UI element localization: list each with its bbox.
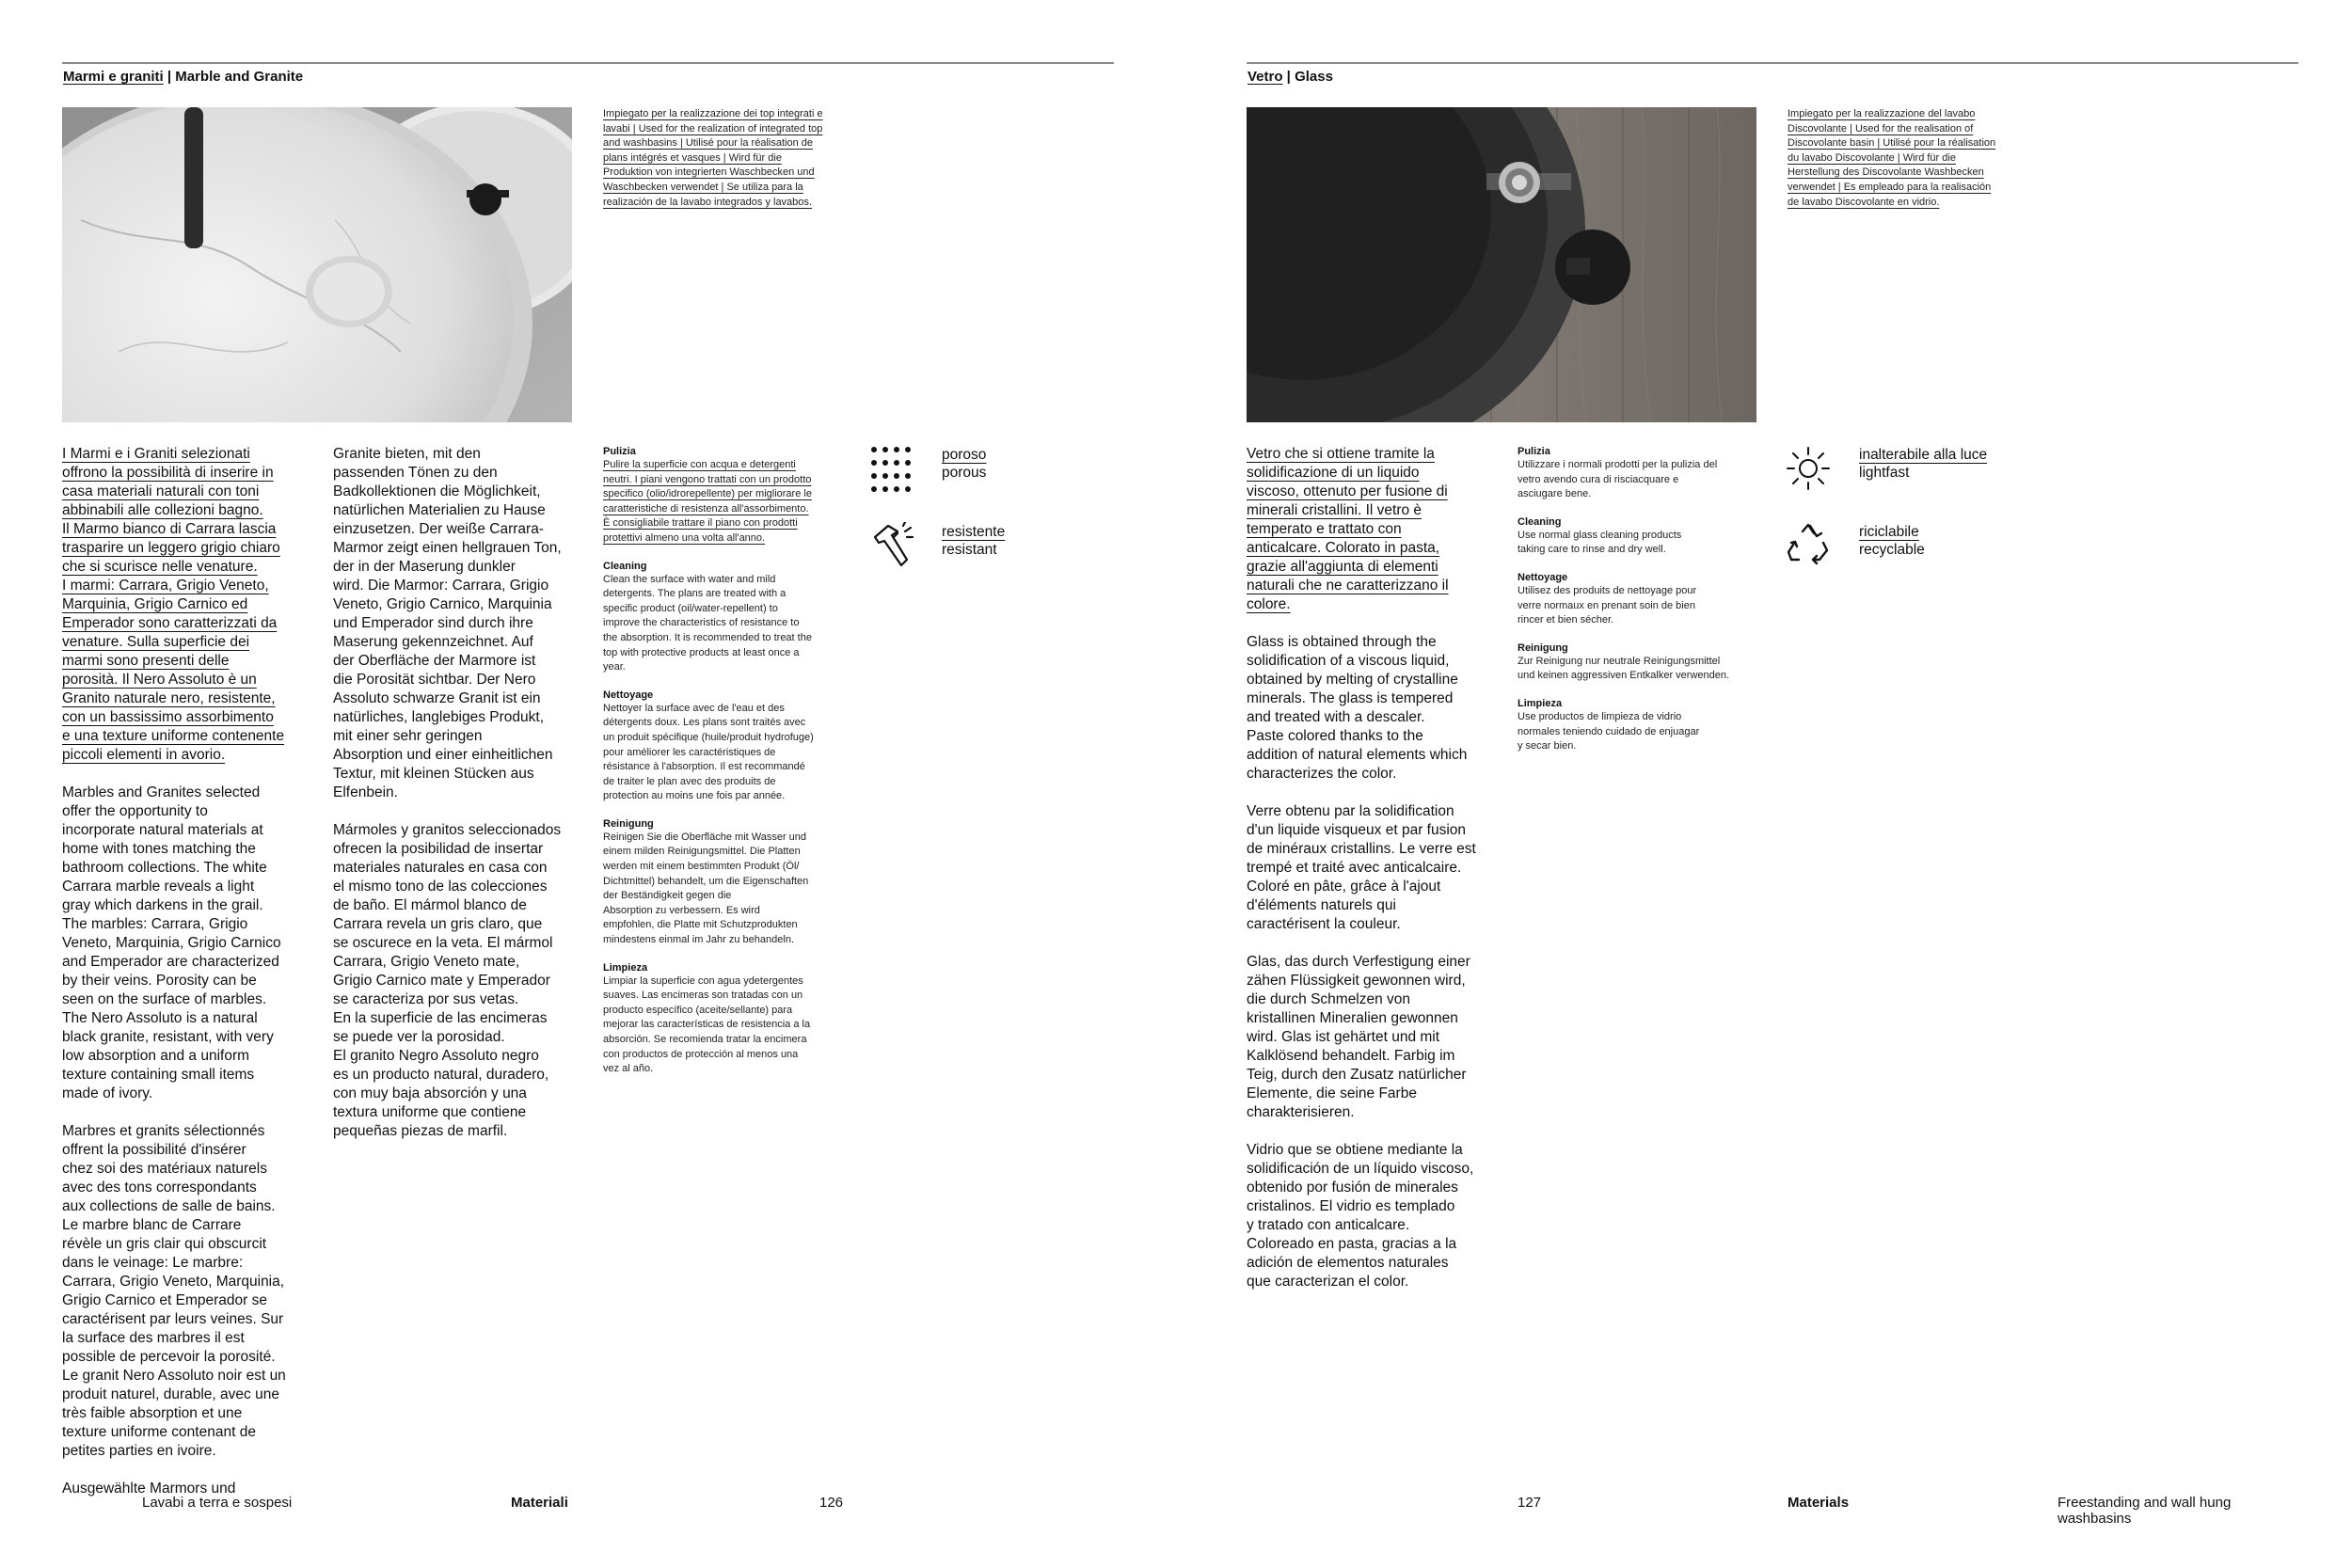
right-section-title: Vetro | Glass <box>1248 69 1333 85</box>
marble-washbasin-illustration <box>62 107 572 422</box>
porous-icon <box>869 445 916 499</box>
left-cleaning-de: Reinigung Reinigen Sie die Oberfläche mit Wasser und einem milden Reinigungsmittel. Die Platten werden mit einem bestimmten Produkt (Öl/ Dichtmittel) behandelt, um die Eigenschaften der Beständigkeit gegen die Absorption zu verbessern. Es wird empfohlen, die Platte mit Schutzprodukten mindestens einmal im Jahr zu behandeln. <box>603 817 809 946</box>
right-cleaning-es: Limpieza Use productos de limpieza de vidrio normales teniendo cuidado de enjuagar y secar bien. <box>1518 697 1700 752</box>
right-page-number: 127 <box>1518 1495 1542 1511</box>
right-top-rule <box>1247 62 2298 64</box>
glass-washbasin-photo <box>1247 107 1756 422</box>
left-title-en: Marble and Granite <box>175 69 304 85</box>
right-cleaning-fr: Nettoyage Utilisez des produits de nettoyage pour verre normaux en prenant soin de bien rincer et bien sécher. <box>1518 571 1697 626</box>
left-footer-collection: Lavabi a terra e sospesi <box>142 1495 293 1511</box>
left-cleaning-fr: Nettoyage Nettoyer la surface avec de l'eau et des détergents doux. Les plans sont traités avec un produit spécifique (huile/produit hydrofuge) pour améliorer les caractéristiques de résistance à l'absorption. Il est recommandé de traiter le plan avec des produits de protection au moins une fois par année. <box>603 689 814 802</box>
left-cleaning-es: Limpieza Limpiar la superficie con agua ydetergentes suaves. Las encimeras son tratadas con un producto específico (aceite/sellante) para mejorar las características de resistencia a la absorción. Se recomienda tratar la encimera con productos de protección al menos una vez al año. <box>603 961 811 1075</box>
left-page-number: 126 <box>819 1495 844 1511</box>
left-col2-de: Granite bieten, mit den passenden Tönen zu den Badkollektionen die Möglichkeit, natürlichen Materialien zu Hause einzusetzen. Der weiße Carrara- Marmor zeigt einen hellgrauen Ton, der in der Maserung dunkler wird. Die Marmor: Carrara, Grigio Veneto, Grigio Carnico, Marquinia und Emperador sind durch ihre Maserung gekennzeichnet. Auf der Oberfläche der Marmore ist die Porosität sichtbar. Der Nero Assoluto schwarze Granit ist ein natürliches, langlebiges Produkt, mit einer sehr geringen Absorption und einer einheitlichen Textur, mit kleinen Stücken aus Elfenbein. <box>333 446 562 800</box>
left-title-it: Marmi e graniti <box>63 69 164 85</box>
right-col1 <box>1247 445 1519 1291</box>
right-title-it: Vetro <box>1248 69 1283 85</box>
left-top-rule <box>62 62 1114 64</box>
right-cleaning <box>1518 446 1772 768</box>
right-usage-note: Impiegato per la realizzazione del lavabo Discovolante | Used for the realisation of Discovolante basin | Utilisé pour la réalisation du lavabo Discovolante | Wird für die Herstellung des Discovolante Washbecken verwendet | Es empleado para la realisación de lavabo Discovolante en vidrio. <box>1788 108 1996 208</box>
left-usage-note: Impiegato per la realizzazione dei top integrati e lavabi | Used for the realization of integrated top and washbasins | Utilisé pour la réalisation de plans intégrés et vasques | Wird für die Produktion von integrierten Waschbecken und Waschbecken verwendet | Se utiliza para la realización de la lavabo integrados y lavabos. <box>603 108 823 208</box>
left-cleaning-it: Pulizia Pulire la superficie con acqua e detergenti neutri. I piani vengono trattati con un prodotto specifico (olio/idrorepellente) per migliorare le caratteristiche di resistenza all'assorbimento. È consigliabile trattare il piano con prodotti protettivi almeno una volta all'anno. <box>603 446 812 544</box>
property-porous: poroso porous <box>942 447 987 481</box>
property-resistant: resistente resistant <box>942 524 1006 558</box>
left-col1-de-start: Ausgewählte Marmors und <box>62 1481 236 1497</box>
left-cleaning <box>603 446 857 1091</box>
left-col2 <box>333 445 587 1141</box>
left-col1-it: I Marmi e i Graniti selezionati offrono la possibilità di inserire in casa materiali naturali con toni abbinabili alle collezioni bagno. Il Marmo bianco di Carrara lascia trasparire un leggero grigio chiaro che si scurisce nelle venature. I marmi: Carrara, Grigio Veneto, Marquinia, Grigio Carnico ed Emperador sono caratterizzati da venature. Sulla superficie dei marmi sono presenti delle porosità. Il Nero Assoluto è un Granito naturale nero, resistente, con un bassissimo assorbimento e una texture uniforme contenente piccoli elementi in avorio. <box>62 446 285 763</box>
glass-washbasin-illustration <box>1247 107 1756 422</box>
right-col1-en: Glass is obtained through the solidification of a viscous liquid, obtained by melting of crystalline minerals. The glass is tempered and treated with a descaler. Paste colored thanks to the addition of natural elements which characterizes the color. <box>1247 634 1468 782</box>
left-col1 <box>62 445 316 1498</box>
recycle-icon <box>1786 522 1831 572</box>
property-recyclable: riciclabile recyclable <box>1859 524 1925 558</box>
right-col1-fr: Verre obtenu par la solidification d'un liquide visqueux et par fusion de minéraux cristallins. Le verre est trempé et traité avec anticalcaire. Coloré en pâte, grâce à l'ajout d'éléments naturels qui caractérisent la couleur. <box>1247 803 1476 932</box>
right-col1-it: Vetro che si ottiene tramite la solidificazione di un liquido viscoso, ottenuto per fusione di minerali cristallini. Il vetro è temperato e trattato con anticalcare. Colorato in pasta, grazie all'aggiunta di elementi naturali che ne caratterizzano il colore. <box>1247 446 1449 612</box>
left-col1-en: Marbles and Granites selected offer the opportunity to incorporate natural materials at home with tones matching the bathroom collections. The white Carrara marble reveals a light gray which darkens in the grail. The marbles: Carrara, Grigio Veneto, Marquinia, Grigio Carnico and Emperador are characterized by their veins. Porosity can be seen on the surface of marbles. The Nero Assoluto is a natural black granite, resistant, with very low absorption and a uniform texture containing small items made of ivory. <box>62 784 281 1101</box>
hammer-icon <box>869 522 916 574</box>
left-cleaning-en: Cleaning Clean the surface with water and mild detergents. The plans are treated with a specific product (oil/water-repellent) to improve the characteristics of resistance to the absorption. It is recommended to treat the top with protective products at least once a year. <box>603 560 812 673</box>
left-col1-fr: Marbres et granits sélectionnés offrent la possibilité d'insérer chez soi des matériaux naturels avec des tons correspondants aux collections de salle de bains. Le marbre blanc de Carrare révèle un gris clair qui obscurcit dans le veinage: Le marbre: Carrara, Grigio Veneto, Marquinia, Grigio Carnico et Emperador se caractérisent par leurs veines. Sur la surface des marbres il est possible de percevoir la porosité. Le granit Nero Assoluto noir est un produit naturel, durable, avec une très faible absorption et une texture uniforme contenant de petites parties en ivoire. <box>62 1123 286 1459</box>
sun-icon <box>1786 446 1831 496</box>
right-cleaning-de: Reinigung Zur Reinigung nur neutrale Reinigungsmittel und keinen aggressiven Entkalker verwenden. <box>1518 641 1730 682</box>
right-title-en: Glass <box>1295 69 1333 85</box>
property-lightfast: inalterabile alla luce lightfast <box>1859 447 1988 481</box>
left-footer-section: Materiali <box>511 1495 568 1511</box>
marble-washbasin-photo <box>62 107 572 422</box>
right-footer-collection: Freestanding and wall hung washbasins <box>2058 1495 2232 1527</box>
left-section-title: Marmi e graniti | Marble and Granite <box>63 69 304 85</box>
right-col1-de: Glas, das durch Verfestigung einer zähen Flüssigkeit gewonnen wird, die durch Schmelzen von kristallinen Mineralien gewonnen wird. Glas ist gehärtet und mit Kalklösend behandelt. Farbig im Teig, durch den Zusatz natürlicher Elemente, die seine Farbe charakterisieren. <box>1247 954 1470 1120</box>
left-col2-es: Mármoles y granitos seleccionados ofrecen la posibilidad de insertar materiales naturales en casa con el mismo tono de las colecciones de baño. El mármol blanco de Carrara revela un gris claro, que se oscurece en la veta. El mármol Carrara, Grigio Veneto mate, Grigio Carnico mate y Emperador se caracteriza por sus vetas. En la superficie de las encimeras se puede ver la porosidad. El granito Negro Assoluto negro es un producto natural, duradero, con muy baja absorción y una textura uniforme que contiene pequeñas piezas de marfil. <box>333 822 562 1139</box>
right-cleaning-en: Cleaning Use normal glass cleaning products taking care to rinse and dry well. <box>1518 515 1682 556</box>
right-col1-es: Vidrio que se obtiene mediante la solidificación de un líquido viscoso, obtenido por fusión de minerales cristalinos. El vidrio es templado y tratado con anticalcare. Coloreado en pasta, gracias a la adición de elementos naturales que caracterizan el color. <box>1247 1142 1474 1290</box>
right-cleaning-it: Pulizia Utilizzare i normali prodotti per la pulizia del vetro avendo cura di risciacquare e asciugare bene. <box>1518 446 1718 500</box>
right-footer-section: Materials <box>1788 1495 1850 1511</box>
